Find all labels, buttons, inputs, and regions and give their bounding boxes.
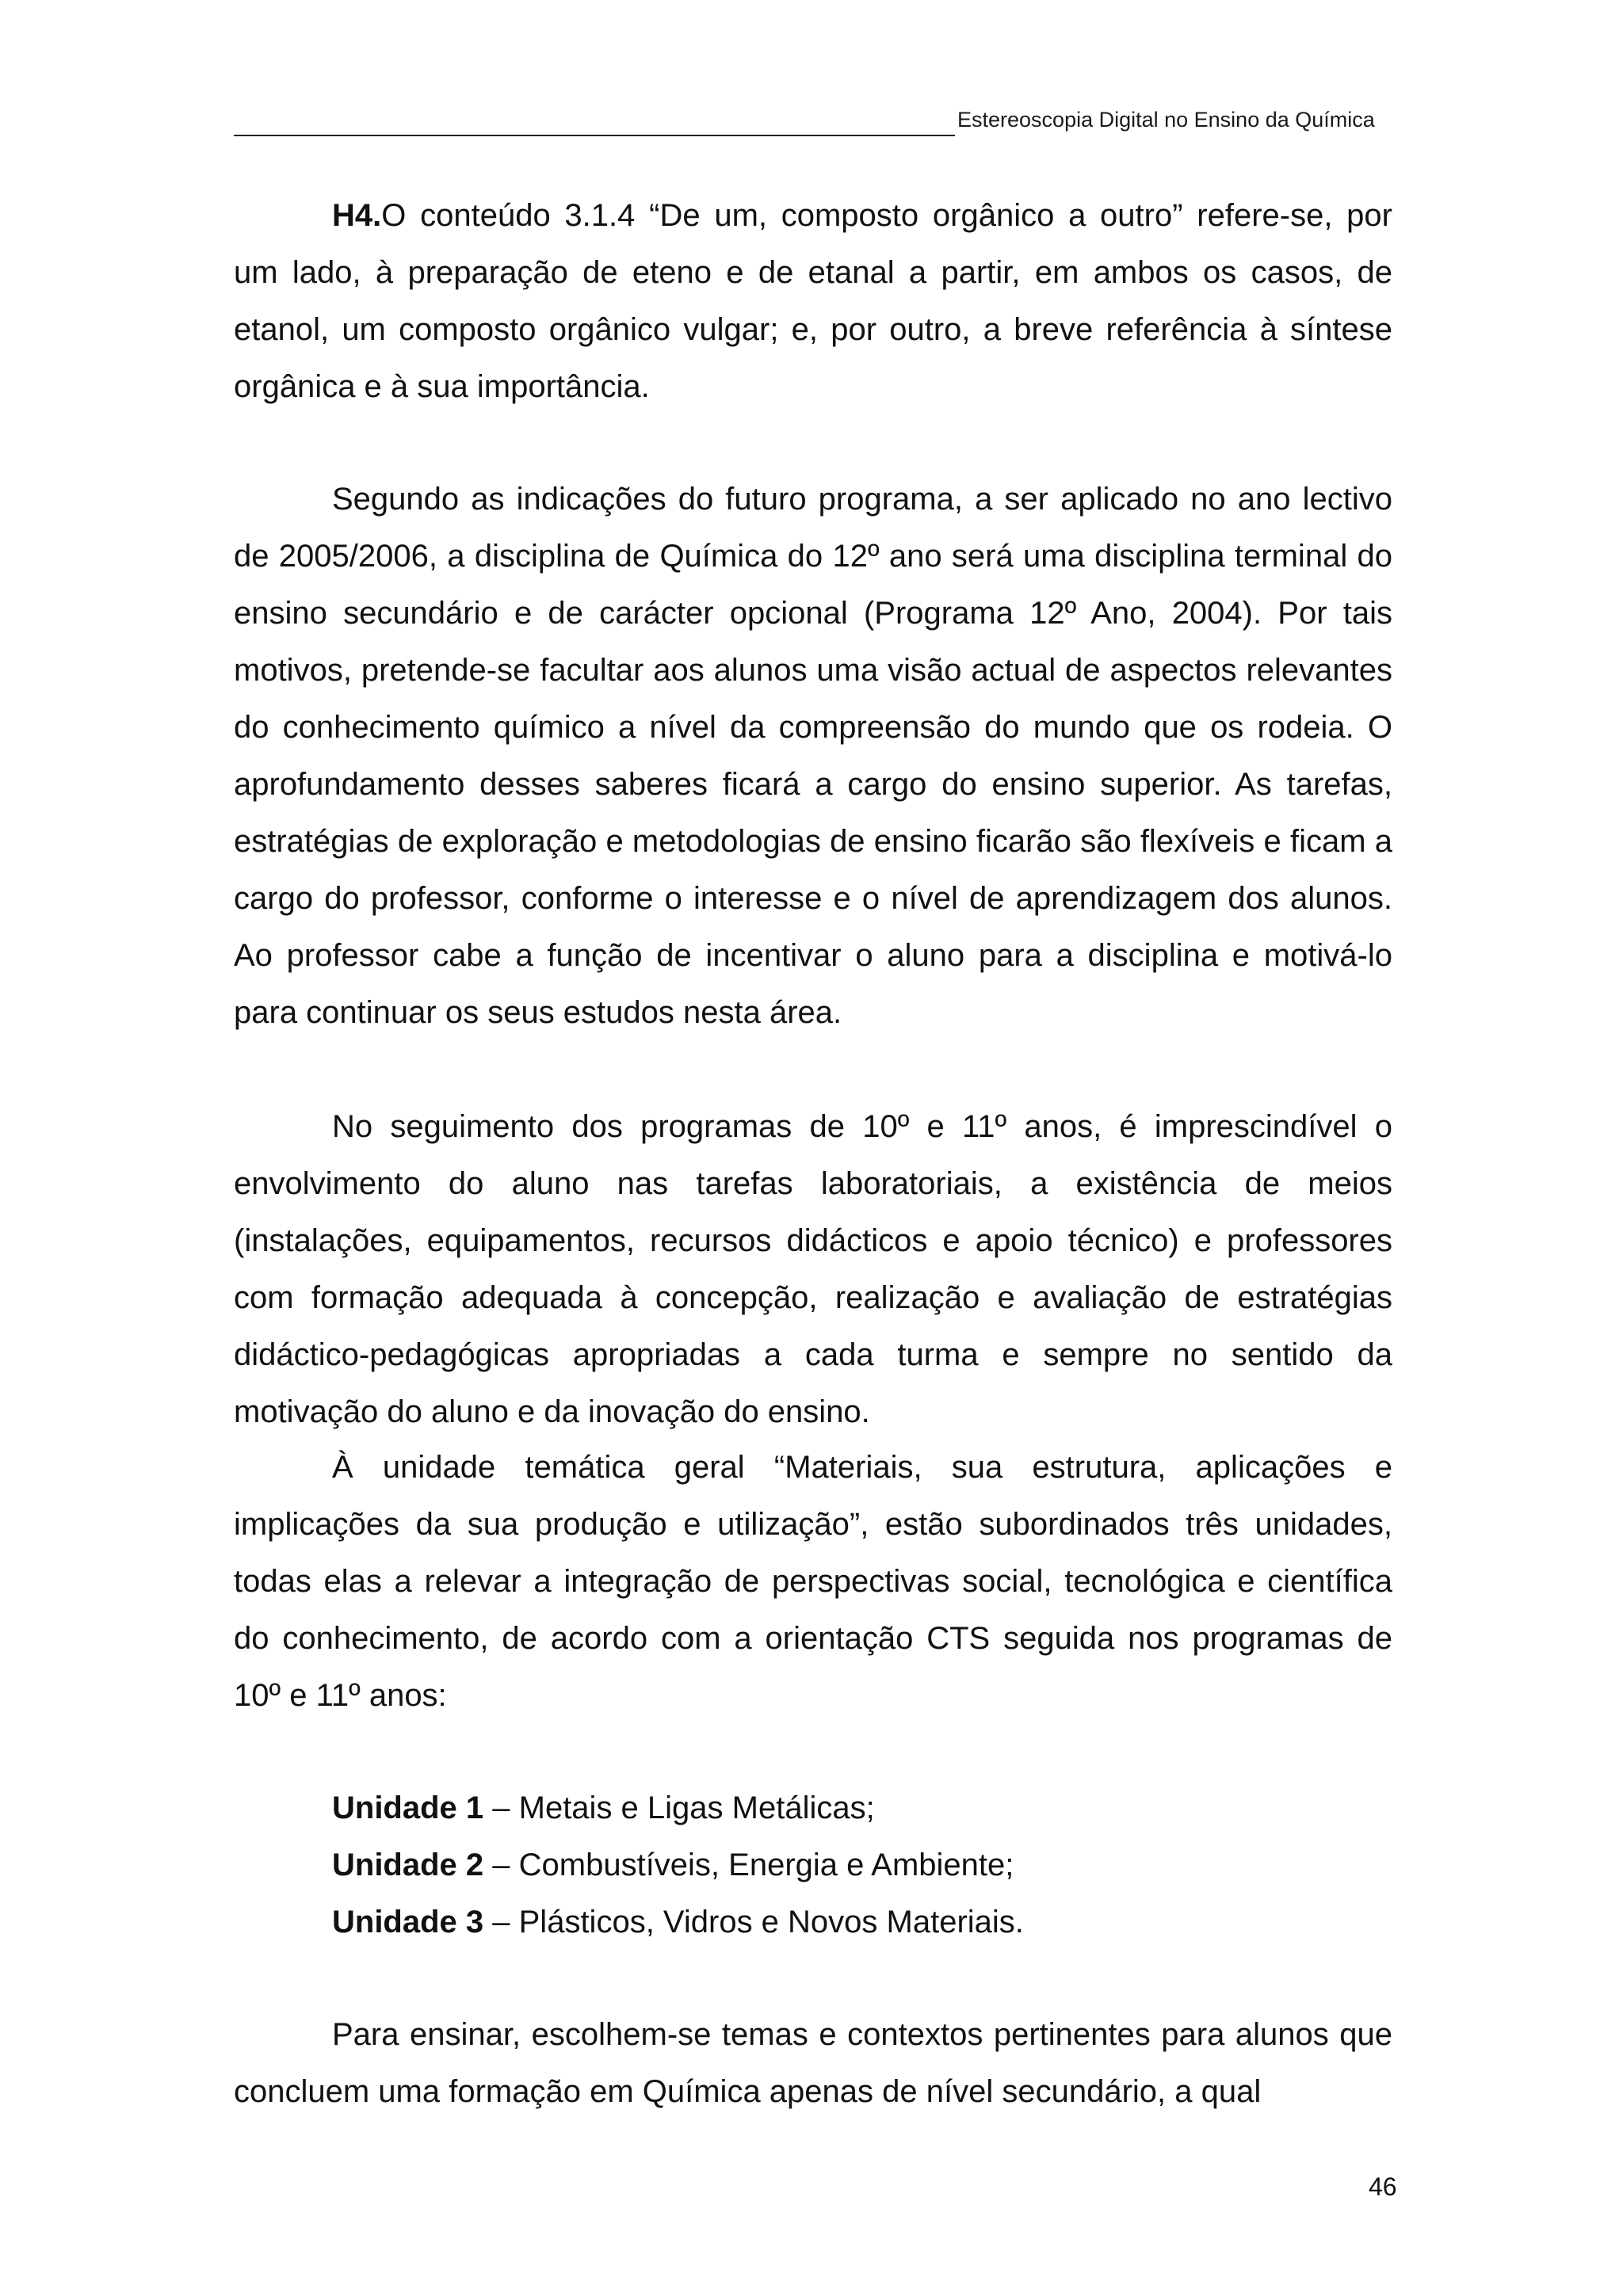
header-rule <box>234 135 955 136</box>
unit-item-text: – Plásticos, Vidros e Novos Materiais. <box>483 1905 1024 1939</box>
paragraph-h4-lead: H4. <box>332 198 382 233</box>
paragraph-programa: Segundo as indicações do futuro programa, a ser aplicado no ano lectivo de 2005/2006, a disciplina de Química do 12º ano será uma disciplina terminal do ensino secundário e de carácter opcional (Programa 12º Ano, 2004). Por tais motivos, pretende-se facultar aos alunos uma visão actual de aspectos relevantes do conhecimento químico a nível da compreensão do mundo que os rodeia. O aprofundamento desses saberes ficará a cargo do ensino superior. As tarefas, estratégias de exploração e metodologias de ensino ficarão são flexíveis e ficam a cargo do professor, conforme o interesse e o nível de aprendizagem dos alunos. Ao professor cabe a função de incentivar o aluno para a disciplina e motivá-lo para continuar os seus estudos nesta área. <box>234 482 1392 1030</box>
unit-item-label: Unidade 1 <box>332 1791 484 1825</box>
unit-item-text: – Metais e Ligas Metálicas; <box>483 1791 875 1825</box>
unit-item-text: – Combustíveis, Energia e Ambiente; <box>483 1848 1014 1882</box>
unit-item-label: Unidade 3 <box>332 1905 484 1939</box>
running-header-title: Estereoscopia Digital no Ensino da Química <box>957 108 1375 132</box>
unit-item-label: Unidade 2 <box>332 1848 484 1882</box>
paragraph-h4 <box>234 187 1392 415</box>
paragraph-h4-text: O conteúdo 3.1.4 “De um, composto orgânico a outro” refere-se, por um lado, à preparação de eteno e de etanal a partir, em ambos os casos, de etanol, um composto orgânico vulgar; e, por outro, a breve referência à síntese orgânica e à sua importância. <box>234 198 1392 404</box>
page-number: 46 <box>1369 2172 1397 2201</box>
unit-item-2 <box>332 1836 1014 1894</box>
unit-item-3 <box>332 1894 1024 1951</box>
paragraph-unidade-tematica: À unidade temática geral “Materiais, sua estrutura, aplicações e implicações da sua produção e utilização”, estão subordinados três unidades, todas elas a relevar a integração de perspectivas social, tecnológica e científica do conhecimento, de acordo com a orientação CTS seguida nos programas de 10º e 11º anos: <box>234 1450 1392 1713</box>
unit-item-1 <box>332 1779 875 1836</box>
paragraph-ensinar: Para ensinar, escolhem-se temas e contextos pertinentes para alunos que concluem uma formação em Química apenas de nível secundário, a qual <box>234 2017 1392 2109</box>
paragraph-seguimento: No seguimento dos programas de 10º e 11º anos, é imprescindível o envolvimento do aluno nas tarefas laboratoriais, a existência de meios (instalações, equipamentos, recursos didácticos e apoio técnico) e professores com formação adequada à concepção, realização e avaliação de estratégias didáctico-pedagógicas apropriadas a cada turma e sempre no sentido da motivação do aluno e da inovação do ensino. <box>234 1109 1392 1429</box>
